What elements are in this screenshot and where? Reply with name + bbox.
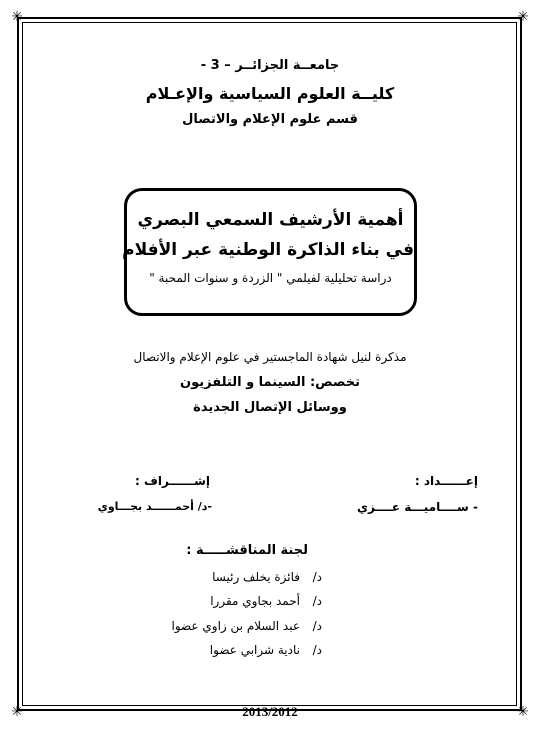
faculty-name: كليــة العلوم السياسية والإعـلام	[145, 84, 395, 103]
committee-member-name: فائزة يخلف رئيسا	[212, 570, 300, 584]
star-ornament-icon: ✳	[11, 704, 23, 720]
star-ornament-icon: ✳	[517, 9, 529, 25]
thesis-title-line-2: في بناء الذاكرة الوطنية عبر الأفلام	[122, 240, 414, 260]
committee-member-prefix: د/	[312, 594, 322, 608]
thesis-title-line-1: أهمية الأرشيف السمعي البصري	[137, 210, 404, 230]
committee-title: لجنة المناقشـــــة :	[186, 543, 308, 558]
thesis-subtitle: دراسة تحليلية لفيلمي " الزردة و سنوات المحبة "	[149, 271, 392, 285]
academic-year: 2013/2012	[242, 704, 298, 719]
university-name: جامعــة الجزائــر – 3 -	[200, 58, 340, 73]
prepared-by-name: - ســــاميـــة عــــزي	[356, 500, 478, 514]
thesis-specialty: تخصص: السينما و التلفزيون	[180, 375, 360, 390]
prepared-by-label: إعــــــداد :	[414, 474, 478, 488]
committee-member-prefix: د/	[312, 619, 322, 633]
thesis-specialty-cont: ووسائل الإتصال الجديدة	[193, 400, 347, 415]
supervised-by-name: -د/ أحمــــــد بجـــاوي	[97, 500, 212, 513]
title-box	[124, 188, 417, 316]
supervised-by-label: إشــــــراف :	[134, 474, 210, 488]
committee-member-name: عبد السلام بن زاوي عضوا	[171, 619, 300, 633]
thesis-purpose: مذكرة لنيل شهادة الماجستير في علوم الإعلام والاتصال	[133, 350, 407, 364]
committee-member-prefix: د/	[312, 643, 322, 657]
committee-member-name: نادية شرابي عضوا	[209, 643, 300, 657]
committee-member-name: أحمد بجاوي مقررا	[210, 594, 300, 608]
committee-member-prefix: د/	[312, 570, 322, 584]
star-ornament-icon: ✳	[517, 704, 529, 720]
star-ornament-icon: ✳	[11, 9, 23, 25]
department-name: قسم علوم الإعلام والاتصال	[182, 112, 358, 127]
